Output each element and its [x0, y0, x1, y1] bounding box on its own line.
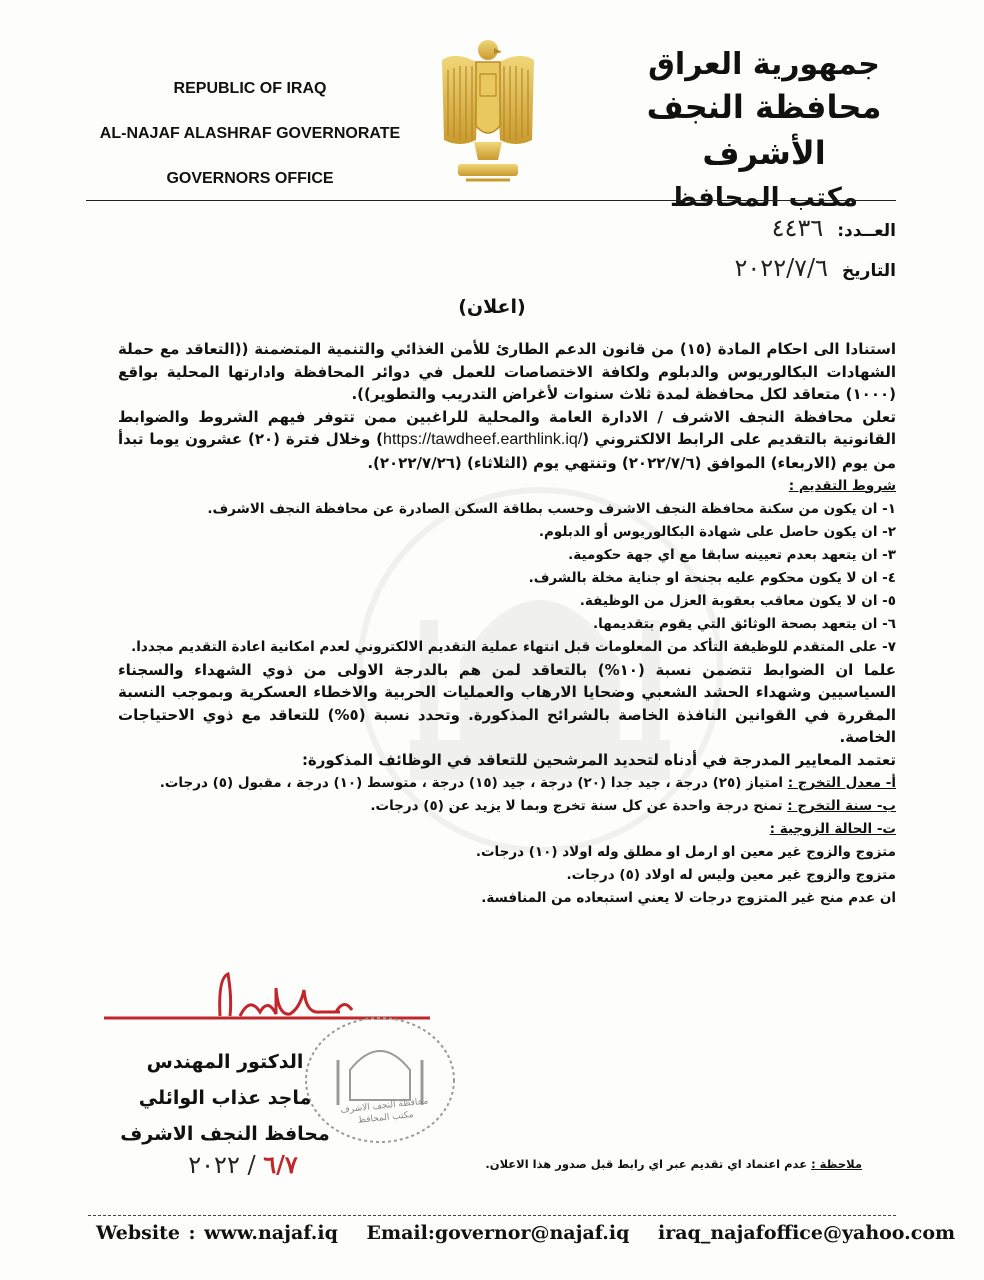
criteria-c-label: ت- الحالة الزوجية : — [769, 820, 896, 837]
announce-paragraph — [118, 406, 896, 475]
announcement-body — [118, 338, 896, 910]
announce-text-2: ) وخلال فترة (٢٠) عشرون يوما تبدأ من يوم (الاربعاء) الموافق (٢٠٢٢/٧/٦) وتنتهي يوم (الثلاثاء) (٢٠٢٢/٧/٢٦). — [118, 430, 896, 472]
criteria-b-label: ب- سنة التخرج : — [787, 797, 896, 814]
number-label: العــدد: — [837, 221, 896, 241]
criteria-c-item: متزوج والزوج غير معين وليس له اولاد (٥) درجات. — [566, 866, 896, 883]
announce-text-1: تعلن محافظة النجف الاشرف / الادارة العامة والمحلية للراغبين ممن تتوفر فيهم الشروط والضوابط القانونية بالتقديم على الرابط الالكتروني ( — [118, 407, 897, 449]
criteria-a-text: امتياز (٢٥) درجة ، جيد جدا (٢٠) درجة ، جيد (١٥) درجة ، متوسط (١٠) درجة ، مقبول (٥) درجات. — [159, 774, 788, 791]
header-divider — [86, 200, 896, 201]
signer-title: الدكتور المهندس — [146, 1051, 304, 1073]
signer-position: محافظ النجف الاشرف — [120, 1123, 330, 1145]
stamp-text: محافظة النجف الاشرف مكتب المحافظ — [339, 1096, 429, 1126]
contact-footer — [96, 1222, 956, 1244]
announcement-title: (اعلان) — [458, 296, 526, 318]
header-arabic — [624, 46, 904, 220]
application-link[interactable]: https://tawdheef.earthlink.iq/ — [383, 431, 583, 449]
header-en-line1: REPUBLIC OF IRAQ — [173, 80, 327, 97]
criteria-a — [118, 772, 896, 795]
condition-item: ٧- على المتقدم للوظيفة التأكد من المعلومات قبل انتهاء عملية التقديم الالكتروني لعدم امكانية اعادة التقديم مجددا. — [131, 638, 896, 655]
criteria-b-text: تمنح درجة واحدة عن كل سنة تخرج وبما لا يزيد عن (٥) درجات. — [370, 797, 788, 814]
criteria-intro: تعتمد المعايير المدرجة في أدناه لتحديد المرشحين للتعاقد في الوظائف المذكورة: — [301, 750, 896, 769]
footer-note — [485, 1157, 862, 1171]
intro-paragraph: استنادا الى احكام المادة (١٥) من قانون الدعم الطارئ للأمن الغذائي والتنمية المتضمنة ((التعاقد مع حملة الشهادات البكالوريوس والدبلوم ولكافة الاختصاصات للعمل في دوائر المحافظة وادارتها المحلية بواقع (١٠٠٠) متعاقد لكل محافظة لمدة ثلاث سنوات لأغراض التدريب والتطوير)). — [118, 340, 896, 404]
footer-website[interactable]: Website : www.najaf.iq — [96, 1222, 338, 1244]
note-label: ملاحظة : — [811, 1157, 862, 1171]
header-ar-line1: جمهورية العراق — [648, 47, 880, 82]
reference-block — [536, 214, 896, 294]
footer-alt-email[interactable]: iraq_najafoffice@yahoo.com — [658, 1222, 956, 1244]
signer-block — [120, 1044, 330, 1152]
conditions-list — [118, 498, 896, 659]
condition-item: ٢- ان يكون حاصل على شهادة البكالوريوس أو الدبلوم. — [538, 523, 896, 540]
condition-item: ٤- ان لا يكون محكوم عليه بجنحة او جناية مخلة بالشرف. — [528, 569, 896, 586]
criteria-c-item: متزوج والزوج غير معين او ارمل او مطلق وله اولاد (١٠) درجات. — [475, 843, 896, 860]
condition-item: ٦- ان يتعهد بصحة الوثائق التي يقوم بتقديمها. — [593, 615, 896, 632]
condition-item: ١- ان يكون من سكنة محافظة النجف الاشرف وحسب بطاقة السكن الصادرة عن محافظة النجف الاشرف. — [207, 500, 896, 517]
signer-name: ماجد عذاب الوائلي — [138, 1087, 312, 1109]
criteria-c-list — [118, 841, 896, 910]
condition-item: ٣- ان يتعهد بعدم تعيينه سابقا مع اي جهة حكومية. — [568, 546, 896, 563]
criteria-c-item: ان عدم منح غير المتزوج درجات لا يعني استبعاده من المنافسة. — [481, 889, 896, 906]
quota-paragraph: علما ان الضوابط تتضمن نسبة (١٠%) بالتعاقد لمن هم بالدرجة الاولى من ذوي الشهداء والسجناء السياسيين وشهداء الحشد الشعبي وضحايا الارهاب والعمليات الحربية والاخطاء العسكرية وبموجب النسبة المقررة في القوانين النافذة الخاصة بالشرائح المذكورة. وتحدد نسبة (٥%) للتعاقد مع ذوي الاحتياجات الخاصة. — [118, 660, 897, 747]
signature-date-handwritten: ٦/٧ — [263, 1150, 298, 1179]
signature-date-printed: / ٢٠٢٢ — [188, 1151, 256, 1179]
footer-divider — [88, 1215, 896, 1216]
condition-item: ٥- ان لا يكون معاقب بعقوبة العزل من الوظيفة. — [579, 592, 896, 609]
criteria-a-label: أ- معدل التخرج : — [787, 774, 896, 791]
header-en-line3: GOVERNORS OFFICE — [166, 170, 334, 187]
date-label: التاريخ — [842, 261, 896, 281]
conditions-title: شروط التقديم : — [788, 477, 896, 494]
footer-email[interactable]: Email:governor@najaf.iq — [366, 1222, 630, 1244]
header-english — [60, 66, 440, 201]
header-ar-line3: مكتب المحافظ — [670, 183, 858, 213]
signature-date — [168, 1150, 318, 1179]
header-ar-line2: محافظة النجف الأشرف — [646, 88, 882, 172]
criteria-b — [118, 795, 896, 818]
note-text: عدم اعتماد اي تقديم عبر اي رابط قبل صدور هذا الاعلان. — [485, 1157, 812, 1171]
header-en-line2: AL-NAJAF ALASHRAF GOVERNORATE — [99, 125, 401, 142]
date-value: ٢٠٢٢/٧/٦ — [734, 254, 829, 282]
number-value: ٤٤٣٦ — [771, 214, 824, 242]
iraq-eagle-emblem-icon — [436, 30, 540, 190]
